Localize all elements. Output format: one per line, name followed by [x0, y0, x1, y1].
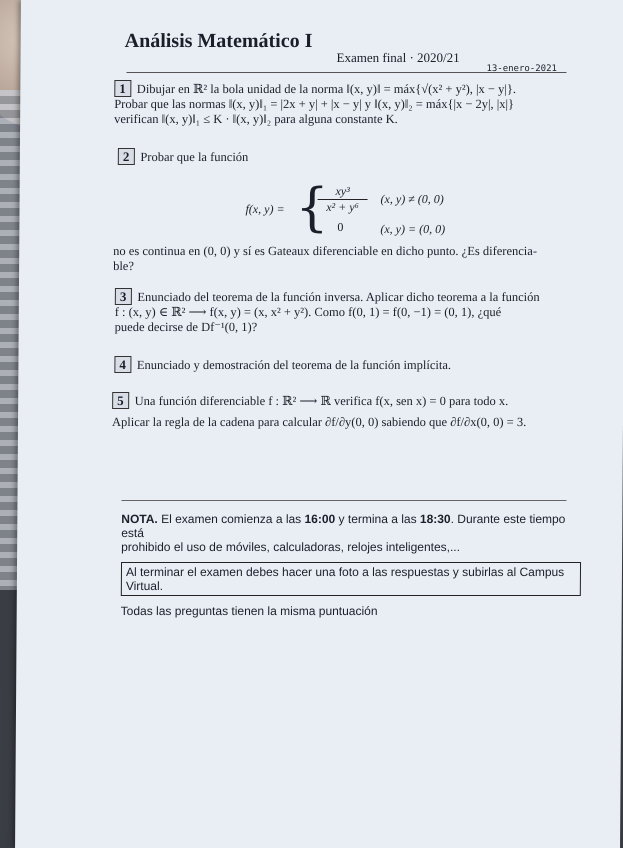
problem-text: Enunciado y demostración del teorema de la función implícita.	[136, 358, 452, 372]
problem-number: 5	[112, 392, 129, 409]
problem-2-cont	[113, 244, 573, 274]
problem-number: 1	[114, 80, 131, 97]
problem-text: verifican ‖(x, y)‖₁ ≤ K · ‖(x, y)‖₂ para alguna constante K.	[114, 112, 398, 126]
problem-text: Probar que las normas ‖(x, y)‖₁ = |2x + y| + |x − y| y ‖(x, y)‖₂ = máx{|x − 2y|, |x|}	[114, 97, 515, 111]
note-end-time: 18:30	[419, 512, 451, 526]
note-final: Todas las preguntas tienen la misma puntuación	[120, 604, 378, 618]
header-rule	[126, 72, 566, 73]
problem-text: Una función diferenciable f : ℝ² ⟶ ℝ verifica f(x, sen x) = 0 para todo x.	[134, 394, 509, 408]
note-label: NOTA.	[121, 512, 158, 526]
problem-3	[115, 288, 575, 335]
note-boxed-instruction: Al terminar el examen debes hacer una foto a las respuestas y subirlas al Campus Virtual.	[121, 562, 581, 596]
problem-1	[114, 80, 574, 127]
problem-text: Enunciado del teorema de la función inversa. Aplicar dicho teorema a la función	[137, 290, 540, 304]
problem-number: 4	[114, 356, 131, 373]
exam-paper	[15, 0, 623, 848]
formula-lhs: f(x, y) =	[245, 202, 285, 216]
note-text: . Durante este tiempo está	[121, 512, 566, 540]
problem-text: Aplicar la regla de la cadena para calcular ∂f/∂y(0, 0) sabiendo que ∂f/∂x(0, 0) = 3.	[111, 415, 527, 429]
exam-content	[106, 30, 576, 618]
problem-number: 2	[118, 148, 135, 165]
problem-5	[112, 392, 577, 430]
fraction-numerator: xy³	[318, 184, 368, 200]
formula-brace: {	[295, 178, 329, 238]
fraction-denominator: x² + y⁶	[326, 200, 359, 214]
exam-header	[106, 30, 576, 74]
case2-condition: (x, y) = (0, 0)	[380, 222, 446, 236]
exam-note	[121, 512, 582, 618]
problem-text: Probar que la función	[140, 150, 249, 164]
problem-text: no es continua en (0, 0) y sí es Gateaux diferenciable en dicho punto. ¿Es diferencia-	[113, 244, 538, 258]
note-text: y termina a las	[335, 512, 420, 526]
exam-date: 13-enero-2021	[486, 64, 557, 74]
exam-subtitle: Examen final · 2020/21	[336, 50, 460, 65]
problem-2	[118, 148, 568, 165]
problem-text: ble?	[113, 259, 134, 273]
formula-fraction	[317, 184, 367, 215]
problem-text: f : (x, y) ∈ ℝ² ⟶ f(x, y) = (x, x² + y²). Como f(0, 1) = f(0, −1) = (0, 1), ¿qué	[114, 305, 502, 319]
note-divider	[121, 500, 566, 501]
problem-number: 3	[115, 288, 132, 305]
note-start-time: 16:00	[304, 512, 336, 526]
problem-4	[114, 356, 574, 373]
note-line2: prohibido el uso de móviles, calculadoras, relojes inteligentes,...	[121, 540, 461, 554]
case1-condition: (x, y) ≠ (0, 0)	[380, 192, 444, 206]
case2-value: 0	[337, 220, 344, 234]
piecewise-formula	[245, 180, 445, 240]
problem-text: puede decirse de Df⁻¹(0, 1)?	[114, 320, 258, 334]
exam-title: Análisis Matemático I	[124, 30, 313, 52]
problem-text: Dibujar en ℝ² la bola unidad de la norma ‖(x, y)‖ = máx{√(x² + y²), |x − y|}.	[136, 82, 517, 96]
note-text: El examen comienza a las	[157, 512, 305, 526]
